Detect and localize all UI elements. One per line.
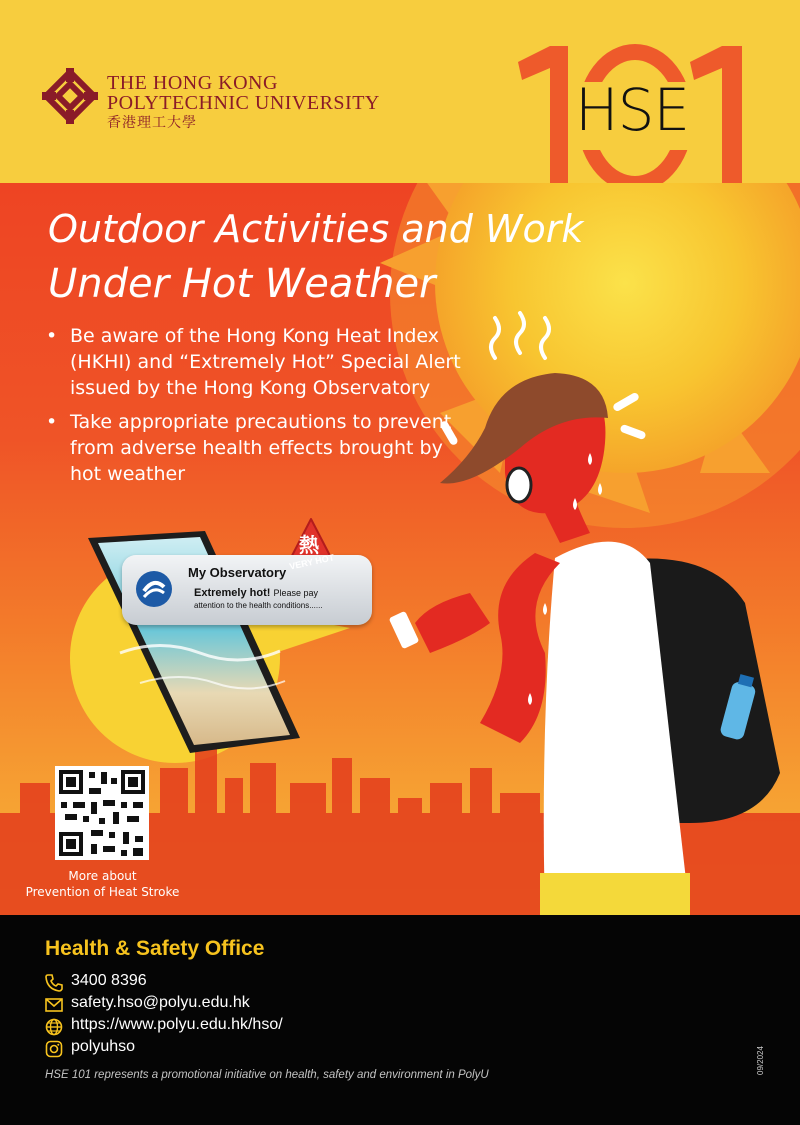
globe-icon (45, 1018, 63, 1036)
qr-caption-line1: More about (68, 869, 137, 883)
poster-title-line2: Under Hot Weather (48, 261, 436, 307)
email-address[interactable]: safety.hso@polyu.edu.hk (71, 994, 250, 1011)
phone-number: 3400 8396 (71, 972, 147, 989)
instagram-handle[interactable]: polyuhso (71, 1038, 136, 1055)
office-name: Health & Safety Office (45, 937, 265, 960)
header-banner (0, 0, 800, 183)
phone-icon (45, 974, 63, 992)
footer-note: HSE 101 represents a promotional initiative on health, safety and environment in PolyU (45, 1069, 489, 1081)
hse-brand-text: HSE (575, 76, 690, 144)
notification-message (194, 587, 318, 599)
email-icon (45, 996, 63, 1014)
bullet-mark: • (46, 325, 58, 347)
hot-badge-label: VERY HOT (288, 552, 336, 572)
advice-bullet-list (42, 323, 462, 495)
qr-code-icon (55, 766, 149, 860)
observatory-notification (122, 555, 372, 625)
qr-caption-line2: Prevention of Heat Stroke (25, 885, 180, 899)
notification-message-bold: Extremely hot! (194, 587, 271, 599)
notification-app-name: My Observatory (188, 565, 287, 580)
advice-bullet-text: Take appropriate precautions to prevent from adverse health effects brought by hot weather (70, 411, 452, 485)
advice-bullet-item (42, 323, 462, 401)
poster-illustration-area (0, 183, 800, 915)
instagram-icon (45, 1040, 63, 1058)
advice-bullet-item (42, 409, 462, 487)
observatory-app-icon (134, 569, 174, 609)
notification-message-line2: attention to the health conditions...... (194, 601, 323, 610)
poster-title-line1: Outdoor Activities and Work (48, 207, 584, 251)
website-link[interactable]: https://www.polyu.edu.hk/hso/ (71, 1016, 283, 1033)
university-name-chinese: 香港理工大學 (107, 115, 197, 131)
university-name-line2: POLYTECHNIC UNIVERSITY (107, 92, 380, 114)
university-name-line1: THE HONG KONG (107, 72, 278, 94)
polyu-logo-icon (42, 68, 98, 124)
hot-badge-character: 熱 (299, 533, 319, 557)
footer-contact-panel (0, 915, 800, 1125)
notification-message-rest: Please pay (273, 588, 319, 598)
bullet-mark: • (46, 411, 58, 433)
print-date-code: 09/2024 (756, 1046, 765, 1075)
advice-bullet-text: Be aware of the Hong Kong Heat Index (HKHI) and “Extremely Hot” Special Alert issued by the Hong Kong Observatory (70, 325, 461, 399)
